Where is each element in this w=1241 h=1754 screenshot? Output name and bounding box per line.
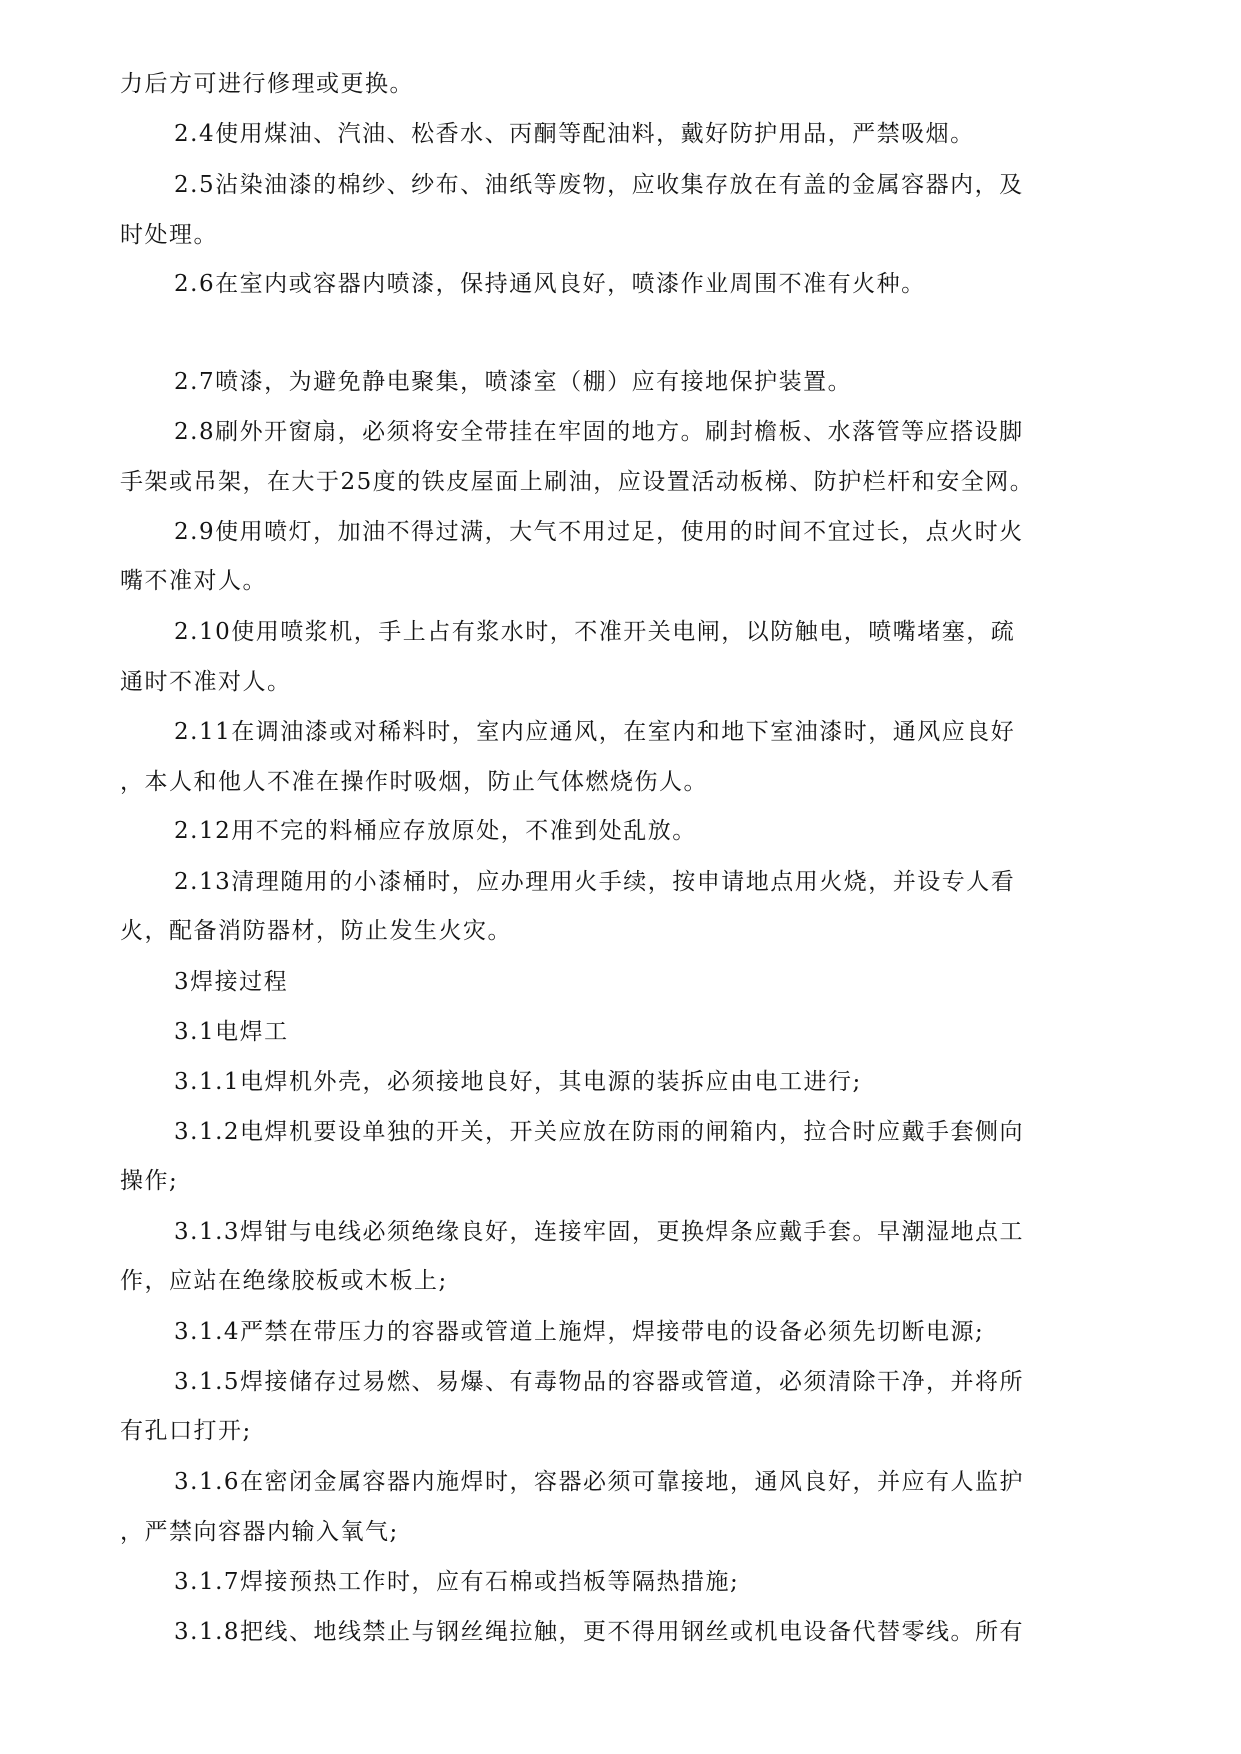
text-line: 3.1.6在密闭金属容器内施焊时，容器必须可靠接地，通风良好，并应有人监护 <box>174 1469 1025 1495</box>
text-line: 嘴不准对人。 <box>120 568 267 594</box>
text-line: 2.10使用喷浆机，手上占有浆水时，不准开关电闸，以防触电，喷嘴堵塞，疏 <box>174 619 1016 645</box>
text-line: 力后方可进行修理或更换。 <box>120 71 414 97</box>
text-line: 2.13清理随用的小漆桶时，应办理用火手续，按申请地点用火烧，并设专人看 <box>174 869 1016 895</box>
text-line: 3.1.2电焊机要设单独的开关，开关应放在防雨的闸箱内，拉合时应戴手套侧向 <box>174 1119 1025 1145</box>
text-line: 时处理。 <box>120 222 218 248</box>
text-line: 3.1.3焊钳与电线必须绝缘良好，连接牢固，更换焊条应戴手套。早潮湿地点工 <box>174 1219 1025 1245</box>
text-line: 2.5沾染油漆的棉纱、纱布、油纸等废物，应收集存放在有盖的金属容器内，及 <box>174 172 1024 198</box>
text-line: 3.1.1电焊机外壳，必须接地良好，其电源的装拆应由电工进行; <box>174 1069 862 1095</box>
text-line: ，本人和他人不准在操作时吸烟，防止气体燃烧伤人。 <box>120 769 708 795</box>
text-line: 2.4使用煤油、汽油、松香水、丙酮等配油料，戴好防护用品，严禁吸烟。 <box>174 121 975 147</box>
subsection-heading: 3.1电焊工 <box>174 1019 289 1045</box>
text-line: 有孔口打开; <box>120 1418 252 1444</box>
text-line: 2.8刷外开窗扇，必须将安全带挂在牢固的地方。刷封檐板、水落管等应搭设脚 <box>174 419 1024 445</box>
text-line: 3.1.5焊接储存过易燃、易爆、有毒物品的容器或管道，必须清除干净，并将所 <box>174 1369 1025 1395</box>
text-line: 3.1.4严禁在带压力的容器或管道上施焊，焊接带电的设备必须先切断电源; <box>174 1319 985 1345</box>
text-line: 作，应站在绝缘胶板或木板上; <box>120 1268 448 1294</box>
section-heading: 3焊接过程 <box>174 969 289 995</box>
text-line: 火，配备消防器材，防止发生火灾。 <box>120 918 512 944</box>
text-line: 2.7喷漆，为避免静电聚集，喷漆室（棚）应有接地保护装置。 <box>174 369 853 395</box>
text-line: 2.6在室内或容器内喷漆，保持通风良好，喷漆作业周围不准有火种。 <box>174 271 926 297</box>
text-line: 通时不准对人。 <box>120 669 292 695</box>
text-line: ，严禁向容器内输入氧气; <box>120 1519 399 1545</box>
text-line: 2.12用不完的料桶应存放原处，不准到处乱放。 <box>174 818 697 844</box>
text-line: 手架或吊架，在大于25度的铁皮屋面上刷油，应设置活动板梯、防护栏杆和安全网。 <box>120 469 1035 495</box>
text-line: 2.11在调油漆或对稀料时，室内应通风，在室内和地下室油漆时，通风应良好 <box>174 719 1016 745</box>
text-line: 3.1.7焊接预热工作时，应有石棉或挡板等隔热措施; <box>174 1569 740 1595</box>
text-line: 3.1.8把线、地线禁止与钢丝绳拉触，更不得用钢丝或机电设备代替零线。所有 <box>174 1619 1025 1645</box>
text-line: 2.9使用喷灯，加油不得过满，大气不用过足，使用的时间不宜过长，点火时火 <box>174 519 1024 545</box>
text-line: 操作; <box>120 1168 179 1194</box>
